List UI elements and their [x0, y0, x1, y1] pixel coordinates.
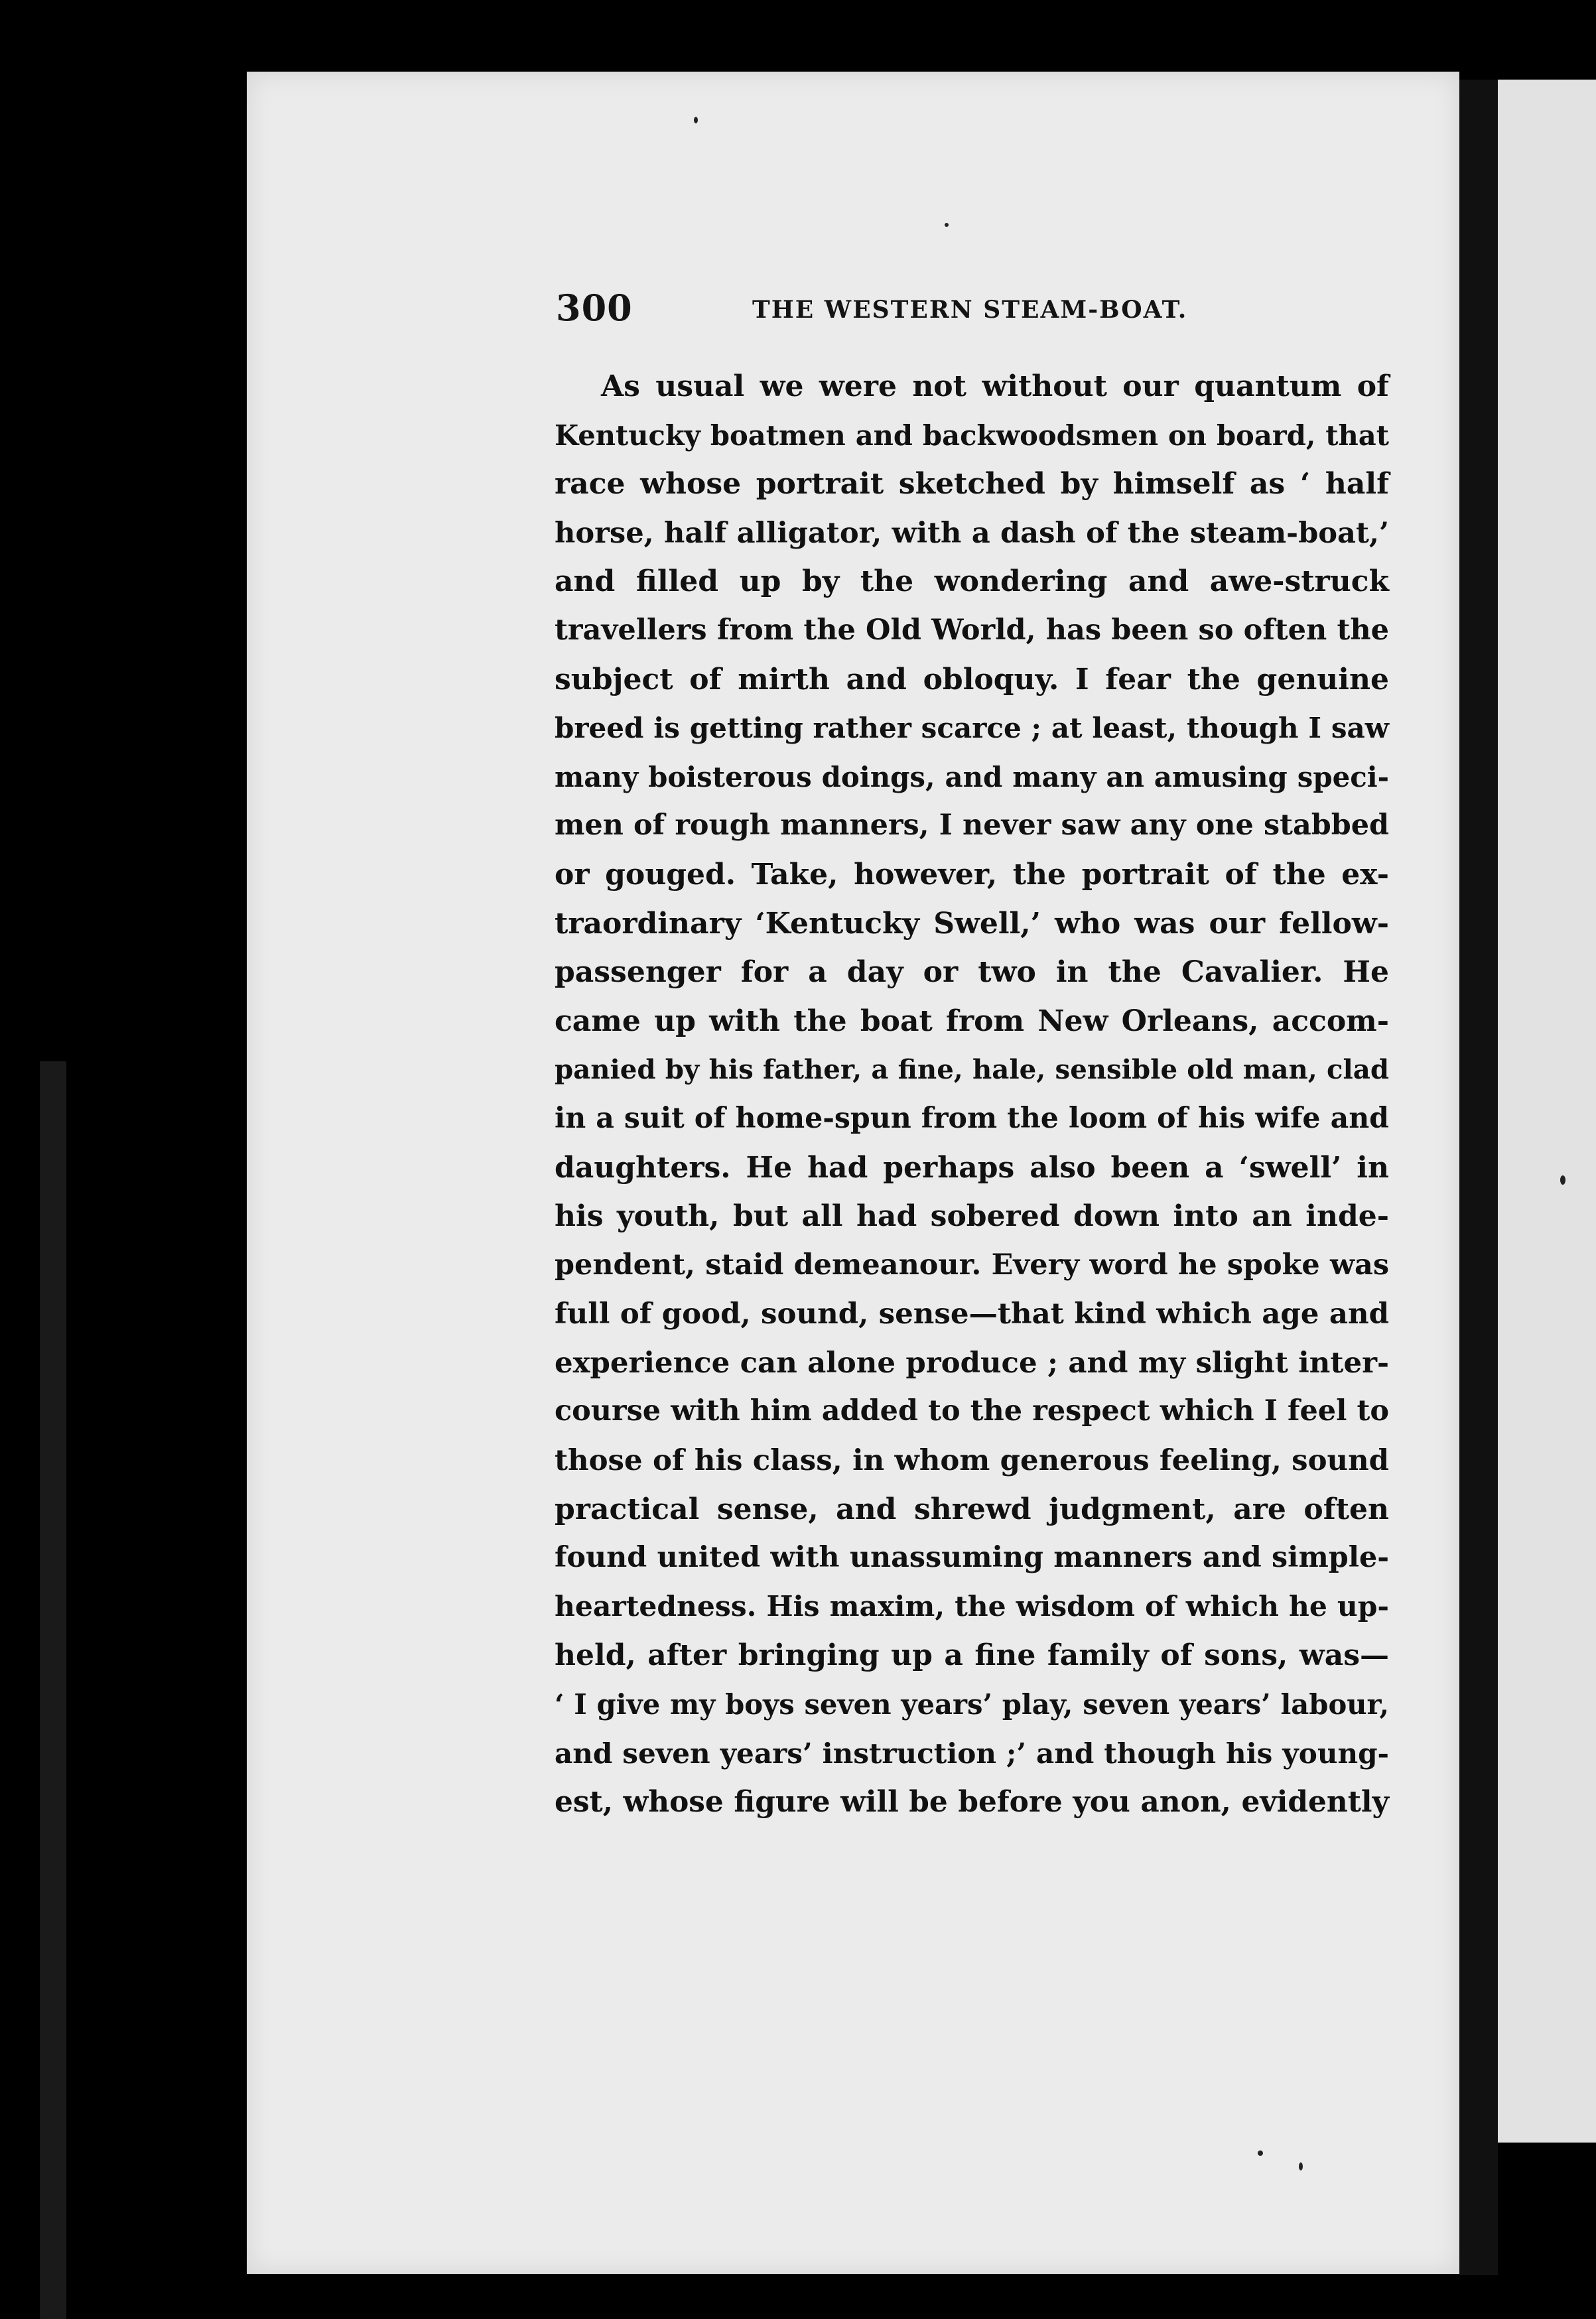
text-line: and filled up by the wondering and awe-struck — [555, 564, 1389, 599]
text-line: daughters. He had perhaps also been a ‘swell’ in — [555, 1150, 1389, 1185]
gutter-shadow — [1459, 80, 1498, 2275]
text-line: traordinary ‘Kentucky Swell,’ who was our fellow- — [555, 906, 1389, 941]
dust-speck — [1560, 1175, 1565, 1185]
text-line: horse, half alligator, with a dash of the steam-boat,’ — [555, 515, 1389, 550]
text-line: est, whose figure will be before you anon, evidently — [555, 1785, 1389, 1820]
running-head: THE WESTERN STEAM-BOAT. — [752, 296, 1188, 324]
text-line: race whose portrait sketched by himself as ‘ half — [555, 467, 1389, 501]
text-line: ‘ I give my boys seven years’ play, seven years’ labour, — [555, 1688, 1389, 1721]
text-line: subject of mirth and obloquy. I fear the genuine — [555, 662, 1389, 696]
text-line: men of rough manners, I never saw any one stabbed — [555, 809, 1389, 842]
text-line: came up with the boat from New Orleans, accom- — [555, 1004, 1389, 1038]
dust-speck — [1299, 2162, 1303, 2170]
dust-speck — [945, 223, 949, 227]
text-line: As usual we were not without our quantum of — [601, 369, 1389, 403]
text-line: passenger for a day or two in the Cavalier. He — [555, 955, 1389, 990]
text-line: held, after bringing up a fine family of sons, was— — [555, 1638, 1389, 1673]
body-paragraph — [555, 362, 1389, 1827]
text-line: found united with unassuming manners and simple- — [555, 1541, 1389, 1575]
dust-speck — [1258, 2151, 1263, 2156]
page-header — [556, 287, 1392, 340]
text-line: panied by his father, a fine, hale, sensible old man, clad — [555, 1054, 1389, 1086]
dust-speck — [694, 117, 698, 123]
text-line: heartedness. His maxim, the wisdom of which he up- — [555, 1589, 1389, 1623]
text-line: full of good, sound, sense—that kind which age and — [555, 1297, 1389, 1331]
text-line: and seven years’ instruction ;’ and though his young- — [555, 1736, 1389, 1770]
page-number: 300 — [556, 287, 633, 329]
text-line: breed is getting rather scarce ; at least, though I saw — [555, 712, 1389, 745]
text-line: those of his class, in whom generous feeling, sound — [555, 1443, 1389, 1478]
text-line: in a suit of home-spun from the loom of his wife and — [555, 1101, 1389, 1135]
text-line: pendent, staid demeanour. Every word he spoke was — [555, 1248, 1389, 1282]
text-line: many boisterous doings, and many an amusing speci- — [555, 760, 1389, 793]
text-line: Kentucky boatmen and backwoodsmen on board, that — [555, 419, 1389, 452]
text-line: practical sense, and shrewd judgment, are often — [555, 1492, 1389, 1526]
text-line: or gouged. Take, however, the portrait of the ex- — [555, 857, 1389, 892]
text-line: course with him added to the respect which I feel to — [555, 1394, 1389, 1428]
text-line: his youth, but all had sobered down into an inde- — [555, 1199, 1389, 1234]
text-line: travellers from the Old World, has been so often the — [555, 613, 1389, 647]
left-page-edge — [40, 1061, 66, 2319]
facing-page-edge — [1498, 80, 1596, 2143]
text-line: experience can alone produce ; and my slight inter- — [555, 1345, 1389, 1380]
